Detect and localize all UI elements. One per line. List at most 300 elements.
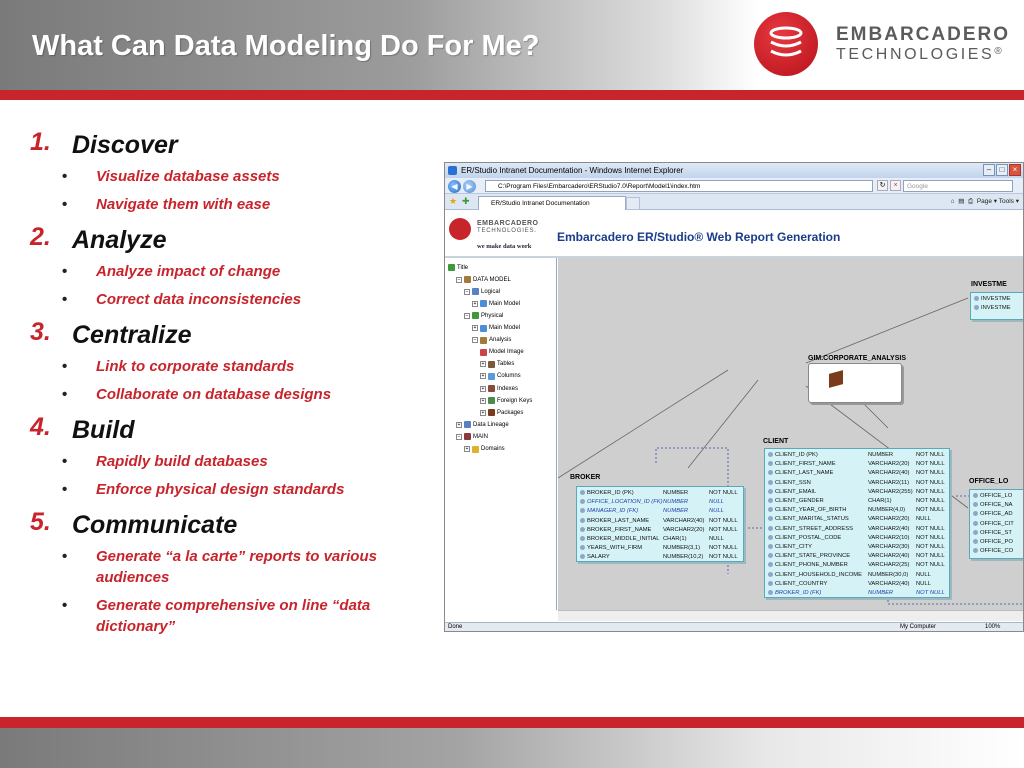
section-number: 2. [30, 223, 51, 251]
tree-item[interactable] [456, 433, 488, 440]
new-tab-button[interactable] [626, 197, 640, 210]
column-icon [768, 516, 773, 521]
column-icon [768, 581, 773, 586]
tree-item[interactable] [456, 421, 509, 428]
entity-column-row [577, 535, 743, 544]
entity-column-row [765, 460, 949, 469]
feeds-icon[interactable]: ▤ [958, 198, 965, 205]
column-icon [768, 535, 773, 540]
bullet-icon: • [62, 291, 68, 308]
column-type: VARCHAR2(20) [868, 461, 910, 468]
column-type: NUMBER(4,0) [868, 507, 906, 514]
node-icon [488, 385, 495, 392]
column-icon [973, 521, 978, 526]
report-heading: Embarcadero ER/Studio® Web Report Generation [557, 230, 841, 244]
column-type: VARCHAR2(30) [868, 544, 910, 550]
node-icon [480, 337, 487, 344]
tree-item-label: Physical [481, 312, 504, 319]
entity-corporate-analysis[interactable] [808, 363, 902, 403]
column-type: NUMBER [868, 452, 894, 458]
column-nullability: NULL [709, 536, 724, 542]
section-number: 4. [30, 413, 51, 441]
column-nullability: NOT NULL [709, 517, 738, 524]
column-name: OFFICE_AD [980, 511, 1013, 518]
entity-column-row [970, 547, 1023, 556]
horizontal-scrollbar[interactable] [558, 610, 1023, 621]
forward-icon[interactable]: ▶ [463, 180, 476, 193]
column-type: VARCHAR2(40) [868, 553, 910, 560]
tree-item-label: Data Lineage [473, 421, 509, 428]
slide-header [0, 0, 1024, 90]
column-type: NUMBER [663, 508, 689, 515]
column-icon [768, 461, 773, 466]
entity-investment[interactable] [970, 292, 1023, 320]
tree-item-label: Model Image [489, 349, 524, 356]
entity-column-row [765, 589, 949, 598]
column-nullability: NULL [709, 508, 724, 515]
bullet-icon: • [62, 168, 68, 185]
tree-item[interactable] [472, 337, 511, 344]
search-input[interactable]: Google [903, 180, 1013, 192]
bullet-text: Enforce physical design standards [96, 481, 345, 498]
refresh-icon[interactable]: ↻ [877, 180, 888, 191]
entity-column-row [971, 295, 1023, 304]
column-icon [580, 499, 585, 504]
column-name: OFFICE_NA [980, 502, 1013, 509]
column-name: SALARY [587, 554, 610, 561]
bullet-text: Link to corporate standards [96, 358, 295, 375]
column-icon [768, 452, 773, 457]
column-name: CLIENT_SSN [775, 479, 811, 486]
tab-er-studio[interactable]: ER/Studio Intranet Documentation [478, 196, 626, 210]
add-favorite-icon[interactable]: ✚ [462, 196, 470, 206]
column-name: CLIENT_CITY [775, 544, 813, 550]
column-type: VARCHAR2(20) [663, 526, 705, 533]
column-type: NUMBER [868, 590, 894, 596]
column-type: CHAR(1) [663, 536, 687, 542]
entity-client[interactable] [764, 448, 950, 598]
expander-icon[interactable]: − [457, 276, 461, 283]
tree-item-label: Main Model [489, 300, 521, 307]
browser-screenshot [444, 162, 1024, 632]
tree-item[interactable] [456, 276, 511, 283]
footer-accent-bar [0, 717, 1024, 728]
entity-column-row [765, 580, 949, 589]
column-nullability: NOT NULL [916, 553, 945, 560]
tree-item[interactable] [480, 349, 524, 356]
favorites-star-icon[interactable]: ★ [449, 196, 458, 206]
column-nullability: NOT NULL [709, 526, 738, 533]
entity-column-row [765, 543, 949, 552]
entity-column-row [577, 489, 743, 498]
node-icon [488, 361, 495, 368]
column-name: BROKER_LAST_NAME [587, 517, 650, 524]
brand-line-1: EMBARCADERO [836, 24, 1010, 45]
column-nullability: NOT NULL [916, 498, 945, 504]
report-logo-tagline: we make data work [477, 243, 532, 250]
column-type: NUMBER [663, 499, 689, 506]
entity-name-office: OFFICE_LO [969, 478, 1009, 485]
column-nullability: NOT NULL [916, 488, 945, 495]
expander-icon[interactable]: − [465, 312, 469, 319]
expander-icon[interactable]: − [457, 433, 461, 440]
column-name: CLIENT_COUNTRY [775, 580, 828, 587]
bullet-icon: • [62, 196, 68, 213]
column-icon [974, 296, 979, 301]
column-type: NUMBER(30,0) [868, 571, 909, 578]
expander-icon[interactable]: + [473, 300, 477, 307]
node-icon [472, 446, 479, 453]
column-name: CLIENT_HOUSEHOLD_INCOME [775, 571, 862, 578]
ie-icon [448, 166, 457, 175]
status-text: Done [448, 624, 463, 630]
tree-item-label: Tables [497, 361, 515, 368]
tree-item-label: Domains [481, 446, 505, 452]
minimize-icon[interactable]: – [983, 164, 995, 176]
maximize-icon[interactable]: □ [996, 164, 1008, 176]
column-nullability: NOT NULL [709, 554, 738, 561]
security-zone: My Computer [900, 624, 937, 630]
tree-item[interactable] [472, 325, 520, 332]
column-icon [973, 539, 978, 544]
column-nullability: NOT NULL [916, 544, 945, 550]
bullet-icon: • [62, 453, 68, 470]
tree-item[interactable] [472, 300, 520, 307]
column-icon [768, 544, 773, 549]
embarcadero-logo [754, 12, 1014, 78]
outline-bullet [30, 384, 430, 405]
entity-column-row [970, 529, 1023, 538]
entity-name-corporate: GIM.CORPORATE_ANALYSIS [808, 355, 907, 362]
bullet-text: Correct data inconsistencies [96, 291, 302, 308]
outline-bullet [30, 289, 430, 310]
slide-title: What Can Data Modeling Do For Me? [32, 30, 540, 62]
column-nullability: NOT NULL [916, 534, 945, 541]
column-icon [768, 526, 773, 531]
close-icon[interactable]: × [1009, 164, 1021, 176]
stop-icon[interactable]: × [890, 180, 901, 191]
entity-column-row [765, 571, 949, 580]
column-nullability: NOT NULL [916, 470, 945, 477]
column-nullability: NULL [709, 499, 724, 506]
column-name: CLIENT_LAST_NAME [775, 470, 834, 477]
tree-item-label: Columns [497, 373, 521, 380]
entity-column-row [765, 451, 949, 460]
tree-item[interactable] [480, 409, 523, 416]
entity-column-row [970, 510, 1023, 519]
column-nullability: NOT NULL [916, 562, 945, 569]
column-nullability: NULL [916, 580, 931, 587]
column-icon [768, 590, 773, 595]
column-type: VARCHAR2(20) [868, 516, 910, 523]
tree-item-label: Foreign Keys [497, 397, 533, 404]
bullet-text: Generate comprehensive on line “data dictionary” [96, 597, 371, 635]
entity-column-row [970, 492, 1023, 501]
outline-section [30, 318, 430, 352]
column-nullability: NOT NULL [916, 452, 945, 458]
entity-broker[interactable] [576, 486, 744, 562]
entity-column-row [970, 538, 1023, 547]
section-number: 1. [30, 128, 51, 156]
entity-column-row [577, 553, 743, 562]
bullet-icon: • [62, 548, 68, 565]
column-icon [974, 305, 979, 310]
column-name: CLIENT_PHONE_NUMBER [775, 562, 848, 569]
node-icon [448, 264, 455, 271]
report-logo-icon [449, 218, 471, 240]
model-tree [445, 258, 557, 610]
column-name: OFFICE_CIT [980, 520, 1014, 527]
column-nullability: NULL [916, 516, 931, 523]
database-stack-icon [754, 12, 818, 76]
column-name: CLIENT_ID (PK) [775, 452, 818, 458]
column-name: BROKER_FIRST_NAME [587, 526, 652, 533]
expander-icon[interactable]: + [481, 397, 485, 404]
tree-item-label: Indexes [497, 385, 519, 392]
bullet-text: Collaborate on database designs [96, 386, 332, 403]
column-nullability: NOT NULL [916, 590, 945, 596]
tree-item-label: Packages [497, 409, 524, 416]
browser-status-bar [445, 622, 1023, 632]
node-icon [464, 276, 471, 283]
report-logo [449, 216, 555, 256]
node-icon [464, 421, 471, 428]
entity-column-row [765, 525, 949, 534]
column-icon [580, 490, 585, 495]
column-name: BROKER_MIDDLE_INITIAL [587, 536, 660, 542]
report-logo-line-1: EMBARCADERO [477, 220, 539, 227]
expander-icon[interactable]: + [481, 361, 485, 368]
column-name: OFFICE_LOCATION_ID (FK) [587, 499, 663, 506]
column-name: CLIENT_STREET_ADDRESS [775, 525, 853, 532]
outline-bullet [30, 194, 430, 215]
package-icon [829, 370, 843, 388]
column-type: VARCHAR2(25) [868, 562, 910, 569]
bullet-icon: • [62, 358, 68, 375]
column-icon [973, 493, 978, 498]
column-type: NUMBER(10,2) [663, 554, 704, 561]
tree-item[interactable] [480, 361, 514, 368]
entity-column-row [765, 515, 949, 524]
bullet-icon: • [62, 263, 68, 280]
section-heading: Communicate [72, 511, 238, 539]
column-type: CHAR(1) [868, 498, 892, 504]
column-name: MANAGER_ID (FK) [587, 508, 639, 515]
column-name: CLIENT_YEAR_OF_BIRTH [775, 507, 847, 514]
tree-item[interactable] [464, 288, 500, 295]
entity-column-row [765, 561, 949, 570]
expander-icon[interactable]: − [473, 337, 477, 344]
column-icon [580, 545, 585, 550]
entity-column-row [765, 479, 949, 488]
column-icon [768, 498, 773, 503]
outline-section [30, 128, 430, 162]
column-icon [580, 527, 585, 532]
column-nullability: NOT NULL [916, 479, 945, 486]
tree-item[interactable] [480, 397, 532, 404]
column-icon [580, 536, 585, 541]
column-name: CLIENT_GENDER [775, 498, 824, 504]
tree-item-label: MAIN [473, 433, 488, 440]
column-icon [973, 511, 978, 516]
column-nullability: NOT NULL [709, 545, 738, 552]
entity-name-investment: INVESTME [971, 281, 1007, 288]
bullet-icon: • [62, 597, 68, 614]
report-logo-line-2: TECHNOLOGIES. [477, 228, 537, 234]
browser-window-title: ER/Studio Intranet Documentation - Windows Internet Explorer [461, 166, 684, 175]
column-name: OFFICE_PO [980, 539, 1013, 545]
outline-bullet [30, 451, 430, 472]
entity-column-row [577, 544, 743, 553]
column-name: INVESTME [981, 305, 1011, 312]
column-icon [768, 489, 773, 494]
entity-column-row [970, 501, 1023, 510]
column-name: OFFICE_ST [980, 529, 1012, 536]
column-icon [973, 530, 978, 535]
expander-icon[interactable]: + [481, 409, 485, 416]
node-icon [488, 373, 495, 380]
column-icon [768, 572, 773, 577]
column-type: VARCHAR2(40) [663, 517, 705, 524]
column-icon [768, 507, 773, 512]
brand-line-2: TECHNOLOGIES® [836, 46, 1002, 63]
column-icon [768, 562, 773, 567]
outline-section [30, 413, 430, 447]
browser-address-bar [445, 178, 1023, 194]
column-icon [580, 554, 585, 559]
column-name: CLIENT_MARITAL_STATUS [775, 516, 849, 523]
column-type: VARCHAR2(10) [868, 534, 910, 541]
column-type: VARCHAR2(11) [868, 479, 910, 486]
column-type: NUMBER [663, 490, 689, 496]
bullet-icon: • [62, 386, 68, 403]
bullet-text: Analyze impact of change [96, 263, 281, 280]
entity-column-row [970, 520, 1023, 529]
column-name: YEARS_WITH_FIRM [587, 545, 643, 552]
node-icon [488, 409, 495, 416]
column-name: INVESTME [981, 296, 1011, 302]
column-type: NUMBER(3,1) [663, 545, 701, 552]
command-bar [951, 197, 1019, 206]
slide-footer [0, 728, 1024, 768]
column-name: BROKER_ID (PK) [587, 490, 634, 496]
column-name: CLIENT_FIRST_NAME [775, 461, 836, 468]
tree-item[interactable] [448, 264, 468, 271]
column-name: BROKER_ID (FK) [775, 590, 822, 596]
column-name: CLIENT_STATE_PROVINCE [775, 553, 851, 560]
outline-bullet [30, 546, 430, 588]
tree-item[interactable] [480, 385, 518, 392]
address-input[interactable]: C:\Program Files\Embarcadero\ERStudio7.0\Report\Model1\index.htm [485, 180, 873, 192]
bullet-text: Rapidly build databases [96, 453, 268, 470]
tree-item[interactable] [464, 312, 503, 319]
expander-icon[interactable]: + [481, 385, 485, 392]
section-heading: Build [72, 416, 135, 444]
entity-column-row [577, 498, 743, 507]
node-icon [480, 300, 487, 307]
section-number: 5. [30, 508, 51, 536]
outline-bullet [30, 356, 430, 377]
er-diagram [558, 258, 1023, 610]
outline-bullet [30, 595, 430, 637]
back-icon[interactable]: ◀ [448, 180, 461, 193]
node-icon [480, 349, 487, 356]
print-icon[interactable]: ⎙ [967, 198, 974, 205]
entity-column-row [971, 304, 1023, 313]
entity-column-row [765, 497, 949, 506]
outline-section [30, 508, 430, 542]
outline-section [30, 223, 430, 257]
expander-icon[interactable]: + [465, 446, 469, 452]
column-icon [580, 518, 585, 523]
node-icon [488, 397, 495, 404]
outline-bullet [30, 479, 430, 500]
column-name: CLIENT_POSTAL_CODE [775, 534, 842, 541]
node-icon [480, 325, 487, 332]
tree-item-label: Analysis [489, 337, 512, 344]
tree-item[interactable] [480, 373, 521, 380]
outline-list [30, 128, 430, 645]
entity-office-location[interactable] [969, 489, 1023, 559]
bullet-text: Generate “a la carte” reports to various audiences [96, 548, 377, 586]
node-icon [464, 433, 471, 440]
entity-column-row [765, 506, 949, 515]
bullet-text: Navigate them with ease [96, 196, 271, 213]
header-accent-bar [0, 90, 1024, 100]
entity-name-broker: BROKER [570, 474, 601, 481]
home-icon[interactable]: ⌂ [950, 198, 955, 205]
browser-tab-strip [445, 194, 1023, 210]
column-name: OFFICE_LO [980, 493, 1013, 499]
column-type: VARCHAR2(255) [868, 488, 913, 495]
column-icon [768, 553, 773, 558]
tree-item-label: Main Model [489, 325, 521, 331]
bullet-text: Visualize database assets [96, 168, 280, 185]
node-icon [472, 288, 479, 295]
section-heading: Centralize [72, 321, 192, 349]
entity-column-row [765, 552, 949, 561]
column-nullability: NOT NULL [916, 461, 945, 468]
entity-name-client: CLIENT [763, 438, 789, 445]
expander-icon[interactable]: − [465, 288, 469, 295]
tree-item[interactable] [464, 446, 505, 453]
expander-icon[interactable]: + [457, 421, 461, 428]
expander-icon[interactable]: + [473, 325, 477, 331]
report-page [445, 212, 1023, 622]
tree-item-label: Title [457, 264, 469, 271]
entity-column-row [765, 469, 949, 478]
browser-title-bar [445, 163, 1023, 178]
column-icon [580, 508, 585, 513]
outline-bullet [30, 261, 430, 282]
zoom-level[interactable]: 100% [985, 624, 1001, 630]
section-heading: Discover [72, 131, 178, 159]
column-type: VARCHAR2(40) [868, 470, 910, 477]
column-type: VARCHAR2(40) [868, 580, 910, 587]
tree-item-label: DATA MODEL [473, 276, 511, 283]
column-name: CLIENT_EMAIL [775, 488, 817, 495]
node-icon [472, 312, 479, 319]
page-tools-menu[interactable]: Page ▾ Tools ▾ [976, 198, 1019, 205]
bullet-icon: • [62, 481, 68, 498]
outline-bullet [30, 166, 430, 187]
column-nullability: NOT NULL [916, 507, 945, 514]
column-type: VARCHAR2(40) [868, 525, 910, 532]
entity-column-row [765, 534, 949, 543]
expander-icon[interactable]: + [481, 373, 485, 380]
tree-item-label: Logical [481, 288, 501, 295]
entity-column-row [765, 488, 949, 497]
